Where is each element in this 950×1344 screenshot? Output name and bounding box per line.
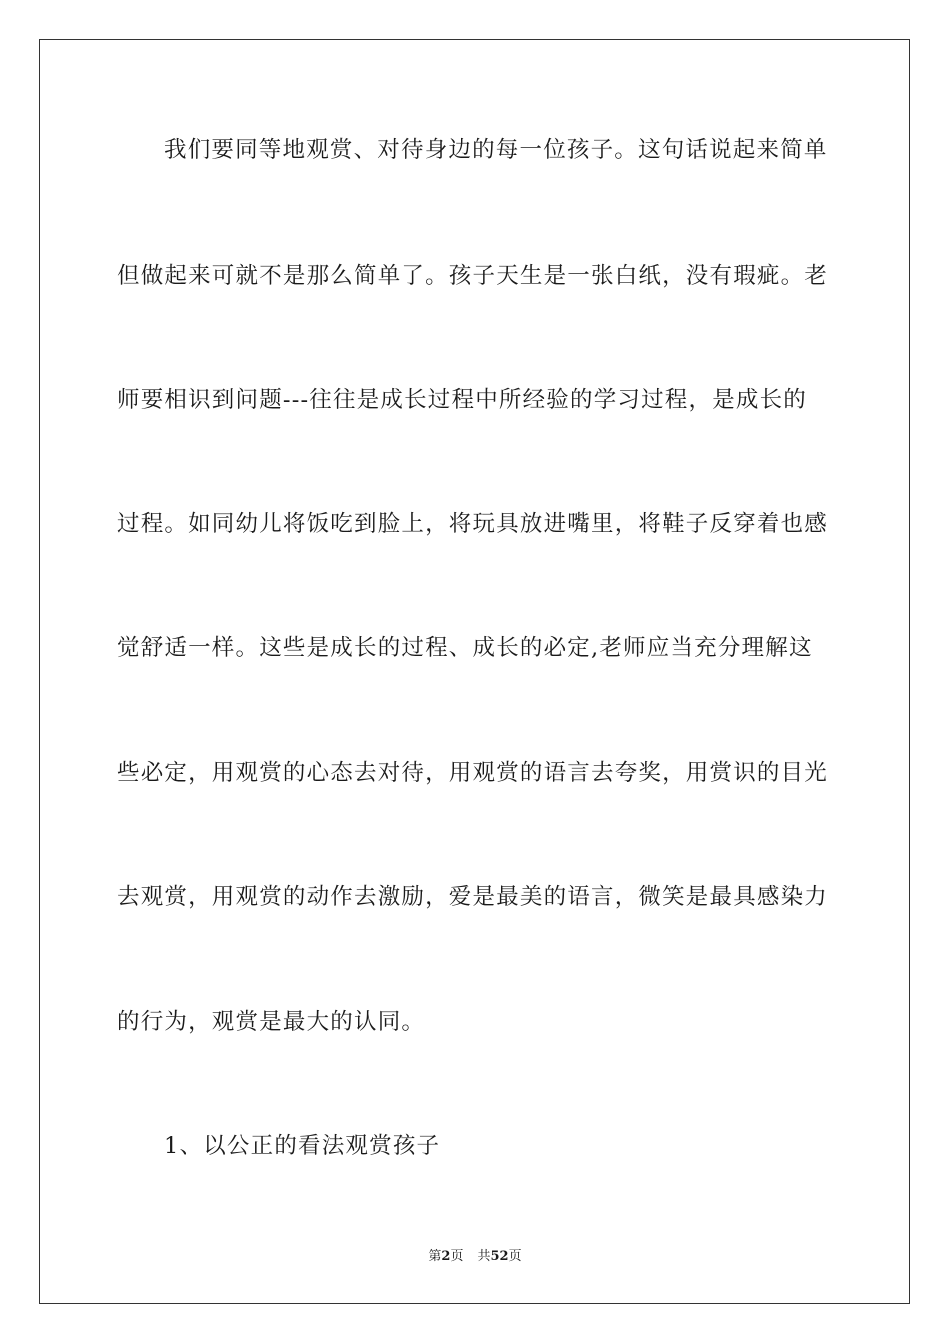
paragraph-line-6: 些必定，用观赏的心态去对待，用观赏的语言去夸奖，用赏识的目光 — [117, 760, 829, 786]
paragraph-line-2: 但做起来可就不是那么简单了。孩子天生是一张白纸，没有瑕疵。老 — [117, 263, 829, 289]
total-prefix: 共 — [477, 1249, 491, 1264]
paragraph-line-3: 师要相识到问题---往往是成长过程中所经验的学习过程，是成长的 — [117, 387, 808, 413]
paragraph-line-8: 的行为，观赏是最大的认同。 — [117, 1009, 426, 1035]
page-number: 2 — [441, 1249, 451, 1264]
page-suffix: 页 — [450, 1249, 464, 1264]
paragraph-line-4: 过程。如同幼儿将饭吃到脸上，将玩具放进嘴里，将鞋子反穿着也感 — [117, 511, 829, 537]
page-prefix: 第 — [428, 1249, 442, 1264]
page-border — [39, 39, 910, 1304]
paragraph-line-5: 觉舒适一样。这些是成长的过程、成长的必定,老师应当充分理解这 — [117, 635, 813, 661]
page-footer — [0, 1248, 950, 1266]
paragraph-line-1: 我们要同等地观赏、对待身边的每一位孩子。这句话说起来简单 — [164, 137, 828, 163]
total-suffix: 页 — [508, 1249, 522, 1264]
section-heading: 1、以公正的看法观赏孩子 — [164, 1133, 441, 1159]
paragraph-line-7: 去观赏，用观赏的动作去激励，爱是最美的语言，微笑是最具感染力 — [117, 884, 829, 910]
total-pages: 52 — [490, 1249, 509, 1264]
